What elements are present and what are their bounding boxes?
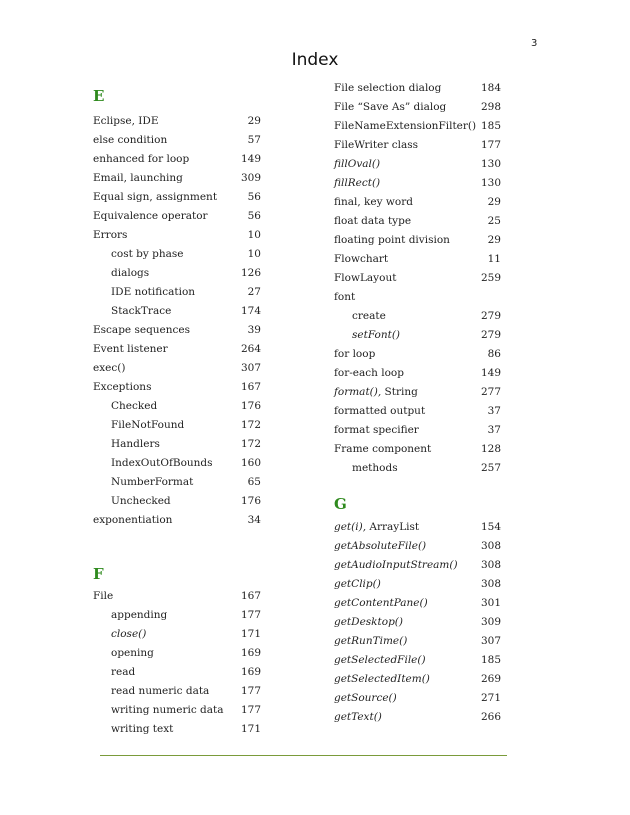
index-term: Equal sign, assignment (93, 191, 218, 203)
index-term: Event listener (93, 343, 168, 355)
index-page: 307 (240, 362, 261, 374)
section-letter-e: E (93, 87, 105, 105)
index-page: 307 (480, 635, 501, 647)
index-term: exponentiation (93, 514, 173, 526)
index-subentry (93, 720, 261, 739)
index-page: 177 (240, 685, 261, 697)
index-page: 11 (487, 253, 501, 265)
index-term: else condition (93, 134, 168, 146)
index-entry (93, 340, 261, 359)
index-term: final, key word (334, 196, 413, 208)
index-entry (334, 651, 501, 670)
index-term: font (334, 291, 356, 303)
index-entry (93, 131, 261, 150)
index-term: setFont() (352, 329, 401, 341)
index-entry (334, 136, 501, 155)
index-term: for-each loop (334, 367, 404, 379)
index-term-rest: ArrayList (366, 521, 420, 533)
index-page: 39 (247, 324, 261, 336)
index-subentry (93, 606, 261, 625)
index-subentry (93, 435, 261, 454)
index-page: 172 (240, 419, 261, 431)
index-term: dialogs (111, 267, 150, 279)
index-term: NumberFormat (111, 476, 194, 488)
index-subentry (93, 701, 261, 720)
index-term: read (111, 666, 136, 678)
index-term: float data type (334, 215, 412, 227)
index-subentry (93, 644, 261, 663)
index-term: appending (111, 609, 168, 621)
index-page: 184 (480, 82, 501, 94)
index-subentry (93, 492, 261, 511)
index-entry (93, 188, 261, 207)
index-page: 176 (240, 400, 261, 412)
index-page: 264 (240, 343, 261, 355)
index-page: 56 (247, 210, 261, 222)
index-page: 10 (247, 248, 261, 260)
index-term: floating point division (334, 234, 450, 246)
index-entry (93, 378, 261, 397)
index-entry (93, 587, 261, 606)
index-subentry (93, 264, 261, 283)
index-left-column (93, 86, 261, 739)
index-entry (93, 359, 261, 378)
index-page: 185 (480, 120, 501, 132)
index-entry (93, 207, 261, 226)
index-page: 308 (480, 578, 501, 590)
index-page: 56 (247, 191, 261, 203)
index-term: Unchecked (111, 495, 171, 507)
index-subentry (93, 663, 261, 682)
index-term: FlowLayout (334, 272, 397, 284)
index-term: fillRect() (334, 177, 381, 189)
index-entry (93, 226, 261, 245)
index-page: 301 (480, 597, 501, 609)
index-term: getAbsoluteFile() (334, 540, 427, 552)
index-term: getAudioInputStream() (334, 559, 458, 571)
index-term: Frame component (334, 443, 432, 455)
index-entry (334, 383, 501, 402)
index-page: 29 (487, 196, 501, 208)
index-term: format specifier (334, 424, 419, 436)
index-entry (334, 556, 501, 575)
section-letter-g: G (334, 495, 347, 513)
index-page: 169 (240, 647, 261, 659)
page-number: 3 (531, 38, 538, 49)
index-page: 177 (240, 704, 261, 716)
index-subentry (93, 625, 261, 644)
index-term: writing numeric data (111, 704, 224, 716)
index-page: 130 (480, 158, 501, 170)
index-subentry (334, 307, 501, 326)
index-page: 130 (480, 177, 501, 189)
index-page: 308 (480, 559, 501, 571)
index-term: create (352, 310, 386, 322)
index-entry (93, 150, 261, 169)
index-entry (334, 288, 501, 307)
index-term: getSelectedItem() (334, 673, 430, 685)
index-term: FileNotFound (111, 419, 185, 431)
index-term: StackTrace (111, 305, 172, 317)
index-subentry (93, 682, 261, 701)
index-entry (334, 79, 501, 98)
index-subentry (93, 283, 261, 302)
index-subentry (334, 326, 501, 345)
index-term: FileWriter class (334, 139, 418, 151)
index-page: 177 (240, 609, 261, 621)
index-page: 167 (240, 590, 261, 602)
index-term: File “Save As” dialog (334, 101, 447, 113)
index-page: 57 (247, 134, 261, 146)
index-term: Checked (111, 400, 158, 412)
index-term: exec() (93, 362, 126, 374)
index-entry (334, 193, 501, 212)
index-entry (334, 212, 501, 231)
index-term: formatted output (334, 405, 426, 417)
index-term: for loop (334, 348, 376, 360)
index-term-rest: String (381, 386, 418, 398)
index-page: 171 (240, 628, 261, 640)
index-page: 167 (240, 381, 261, 393)
index-page: 149 (240, 153, 261, 165)
index-term: FileNameExtensionFilter() (334, 120, 477, 132)
index-page: 309 (240, 172, 261, 184)
index-entry (334, 269, 501, 288)
index-term: close() (111, 628, 147, 640)
index-page: 29 (487, 234, 501, 246)
index-entry (334, 594, 501, 613)
index-page: 308 (480, 540, 501, 552)
index-entry (334, 440, 501, 459)
index-page: 37 (487, 405, 501, 417)
index-term: IndexOutOfBounds (111, 457, 213, 469)
index-entry (334, 231, 501, 250)
index-entry (334, 708, 501, 727)
index-term: getDesktop() (334, 616, 403, 628)
index-entry (334, 174, 501, 193)
index-term: Eclipse, IDE (93, 115, 159, 127)
index-page: 257 (480, 462, 501, 474)
index-entry (334, 632, 501, 651)
index-entry (93, 321, 261, 340)
index-term: getClip() (334, 578, 381, 590)
index-term: Errors (93, 229, 128, 241)
index-term: Handlers (111, 438, 160, 450)
index-term: Email, launching (93, 172, 183, 184)
index-page: 172 (240, 438, 261, 450)
index-subentry (93, 245, 261, 264)
index-subentry (334, 459, 501, 478)
index-page: 37 (487, 424, 501, 436)
index-term: File (93, 590, 114, 602)
index-page: 309 (480, 616, 501, 628)
index-page: 86 (487, 348, 501, 360)
index-term: Flowchart (334, 253, 389, 265)
index-term: Exceptions (93, 381, 152, 393)
index-page: 29 (247, 115, 261, 127)
index-entry (334, 537, 501, 556)
index-page: 259 (480, 272, 501, 284)
index-page: 177 (480, 139, 501, 151)
index-entry (334, 250, 501, 269)
index-subentry (93, 473, 261, 492)
page-title: Index (291, 50, 339, 70)
index-term: writing text (111, 723, 174, 735)
index-page: 34 (247, 514, 261, 526)
index-page: 266 (480, 711, 501, 723)
index-term: getSelectedFile() (334, 654, 426, 666)
index-entry (334, 518, 501, 537)
index-page: 277 (480, 386, 501, 398)
index-page: 10 (247, 229, 261, 241)
index-term: getSource() (334, 692, 397, 704)
index-term: cost by phase (111, 248, 184, 260)
index-page: 65 (247, 476, 261, 488)
index-term: IDE notification (111, 286, 196, 298)
index-term-italic: get(i), (334, 521, 367, 533)
index-page: 269 (480, 673, 501, 685)
index-entry (334, 98, 501, 117)
index-page: 160 (240, 457, 261, 469)
index-term: getText() (334, 711, 382, 723)
index-term: Escape sequences (93, 324, 191, 336)
index-term: File selection dialog (334, 82, 442, 94)
index-term-italic: format(), (334, 386, 382, 398)
index-page: 185 (480, 654, 501, 666)
footer-rule (100, 755, 507, 756)
index-subentry (93, 397, 261, 416)
index-page: 128 (480, 443, 501, 455)
index-term (334, 383, 418, 402)
index-term: read numeric data (111, 685, 210, 697)
index-term: methods (352, 462, 398, 474)
index-subentry (93, 302, 261, 321)
index-page: 271 (480, 692, 501, 704)
index-page: 154 (480, 521, 501, 533)
index-term (334, 518, 419, 537)
index-page: 25 (487, 215, 501, 227)
index-page: 126 (240, 267, 261, 279)
index-entry (93, 112, 261, 131)
index-term: getContentPane() (334, 597, 428, 609)
index-subentry (93, 454, 261, 473)
index-entry (334, 155, 501, 174)
section-letter-f: F (93, 565, 104, 583)
index-page: 279 (480, 329, 501, 341)
index-page: 279 (480, 310, 501, 322)
index-entry (93, 511, 261, 530)
index-entry (93, 169, 261, 188)
index-entry (334, 689, 501, 708)
index-right-column (334, 79, 501, 727)
index-entry (334, 117, 501, 136)
index-term: enhanced for loop (93, 153, 190, 165)
index-entry (334, 613, 501, 632)
index-page: 27 (247, 286, 261, 298)
index-page: 174 (240, 305, 261, 317)
index-term: fillOval() (334, 158, 381, 170)
index-page: 176 (240, 495, 261, 507)
index-term: getRunTime() (334, 635, 408, 647)
index-entry (334, 575, 501, 594)
index-page: 169 (240, 666, 261, 678)
index-page: 171 (240, 723, 261, 735)
index-entry (334, 345, 501, 364)
index-term: opening (111, 647, 154, 659)
index-entry (334, 670, 501, 689)
index-entry (334, 364, 501, 383)
index-page: 298 (480, 101, 501, 113)
index-page: 149 (480, 367, 501, 379)
index-term: Equivalence operator (93, 210, 208, 222)
index-entry (334, 402, 501, 421)
index-entry (334, 421, 501, 440)
index-subentry (93, 416, 261, 435)
